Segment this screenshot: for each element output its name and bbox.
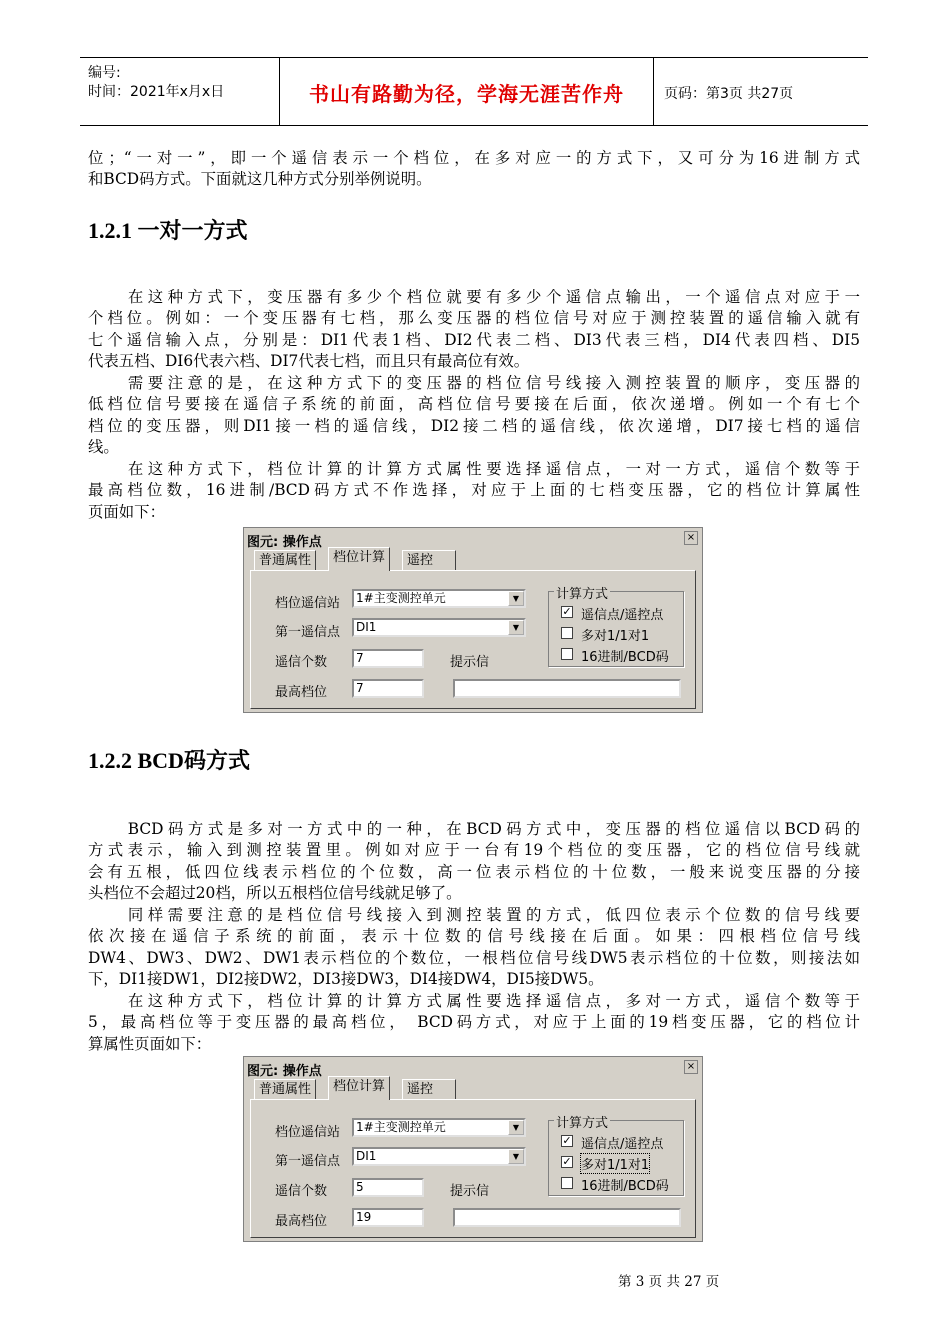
hint-label: 提示信 [450,1184,490,1199]
header-page-cell [654,58,868,125]
paragraph [88,373,860,459]
checkbox-many-to-one[interactable]: ✓ [562,1155,572,1168]
paragraph [88,459,860,523]
paragraph [88,991,860,1055]
count-label: 遥信个数 [275,655,328,670]
count-input[interactable]: 5 [352,1178,424,1197]
operation-point-dialog [243,1056,703,1242]
checkbox-hex-bcd[interactable] [561,648,573,660]
station-select[interactable] [352,1118,526,1137]
text-line: 最高档位数，16进制/BCD码方式不作选择，对应于上面的七档变压器，它的档位计算属性 [88,481,860,500]
tab-gear-calc[interactable]: 档位计算 [328,547,390,571]
hint-label: 提示信 [450,655,490,670]
text-line: 在这种方式下，档位计算的计算方式属性要选择遥信点，多对一方式，遥信个数等于 [88,992,860,1010]
station-select[interactable] [352,589,526,608]
option-many-to-one[interactable]: 多对1/1对1 [581,1154,649,1173]
dialog-title: 图元: 操作点 [247,1064,322,1079]
text-line: 依次接在遥信子系统的前面，表示十位数的信号线接在后面。如果：四根档位信号线 [88,927,860,946]
text-line: 5，最高档位等于变压器的最高档位， BCD码方式，对应于上面的19档变压器，它的档位计 [88,1013,860,1032]
section-heading: 1.2.1 一对一方式 [88,218,248,243]
page-footer: 第 3 页 共 27 页 [618,1274,720,1290]
first-point-label: 第一遥信点 [275,625,341,640]
max-gear-input[interactable]: 7 [352,679,424,698]
close-icon[interactable]: × [684,1060,698,1074]
tab-remote-control[interactable]: 遥控 [402,1079,456,1100]
tab-general[interactable]: 普通属性 [254,550,316,571]
text-line: 低档位信号要接在遥信子系统的前面，高档位信号要接在后面，依次递增。例如一个有七个 [88,395,860,414]
operation-point-dialog [243,527,703,713]
hint-input[interactable] [453,1208,681,1227]
chevron-down-icon[interactable]: ▼ [508,620,524,635]
text-line: 同样需要注意的是档位信号线接入到测控装置的方式，低四位表示个位数的信号线要 [88,906,860,924]
first-point-label: 第一遥信点 [275,1154,341,1169]
max-gear-label: 最高档位 [275,685,328,700]
chevron-down-icon[interactable]: ▼ [508,1149,524,1164]
dialog-title: 图元: 操作点 [247,535,322,550]
text-line: 会有五根，低四位线表示档位的个位数，高一位表示档位的十位数，一般来说变压器的分接 [88,862,860,881]
text-line: 档位的变压器，则DI1接一档的遥信线，DI2接二档的遥信线，依次递增，DI7接七档的遥信 [88,416,860,435]
text-line: 位；“一对一”，即一个遥信表示一个档位，在多对应一的方式下，又可分为16进制方式 [88,149,860,167]
tab-remote-control[interactable]: 遥控 [402,550,456,571]
option-signal-point[interactable]: 遥信点/遥控点 [581,1137,664,1152]
calc-method-label: 计算方式 [554,1112,610,1131]
page-header [80,57,868,126]
close-icon[interactable]: × [684,531,698,545]
checkbox-hex-bcd[interactable] [561,1177,573,1189]
header-motto-cell [280,58,654,125]
text-line: 头档位不会超过20档，所以五根档位信号线就足够了。 [88,884,462,903]
text-line: 个档位。例如：一个变压器有七档，那么变压器的档位信号对应于测控装置的遥信输入就有 [88,309,860,328]
text-line: 算属性页面如下： [88,1034,212,1053]
chevron-down-icon[interactable]: ▼ [508,591,524,606]
text-line: 和BCD码方式。下面就这几种方式分别举例说明。 [88,170,432,189]
text-line: 代表五档、DI6代表六档、DI7代表七档，而且只有最高位有效。 [88,352,530,371]
station-value: 1#主变测控单元 [356,591,446,605]
calc-method-label: 计算方式 [554,583,610,602]
tab-general[interactable]: 普通属性 [254,1079,316,1100]
hint-input[interactable] [453,679,681,698]
station-value: 1#主变测控单元 [356,1120,446,1134]
text-line: 在这种方式下，档位计算的计算方式属性要选择遥信点，一对一方式，遥信个数等于 [88,460,860,478]
text-line: 七个遥信输入点，分别是：DI1代表1档、DI2代表二档、DI3代表三档，DI4代表四档、DI5 [88,330,860,349]
option-hex-bcd[interactable]: 16进制/BCD码 [581,650,669,665]
count-input[interactable]: 7 [352,649,424,668]
text-line: 在这种方式下，变压器有多少个档位就要有多少个遥信点输出，一个遥信点对应于一 [88,288,860,306]
station-label: 档位遥信站 [275,596,341,611]
time-label: 时间：2021年x月x日 [88,84,225,100]
max-gear-input[interactable]: 19 [352,1208,424,1227]
header-info-cell [80,58,280,125]
checkbox-signal-point[interactable]: ✓ [562,1134,572,1147]
text-line: 方式表示，输入到测控装置里。例如对应于一台有19个档位的变压器，它的档位信号线就 [88,841,860,860]
tab-gear-calc[interactable]: 档位计算 [328,1076,390,1100]
chevron-down-icon[interactable]: ▼ [508,1120,524,1135]
option-signal-point[interactable]: 遥信点/遥控点 [581,608,664,623]
paragraph [88,819,860,905]
option-many-to-one[interactable]: 多对1/1对1 [581,629,650,644]
text-line: 需要注意的是，在这种方式下的变压器的档位信号线接入测控装置的顺序，变压器的 [88,374,860,392]
text-line: BCD码方式是多对一方式中的一种，在BCD码方式中，变压器的档位遥信以BCD码的 [88,820,860,838]
intro-paragraph [88,148,860,191]
checkbox-signal-point[interactable]: ✓ [562,605,572,618]
text-line: 页面如下： [88,502,165,521]
page-label: 页码：第3页 共27页 [664,86,794,102]
text-line: 线。 [88,438,119,457]
text-line: DW4、DW3、DW2、DW1表示档位的个数位，一根档位信号线DW5表示档位的十位数，则接法如 [88,948,860,967]
paragraph [88,905,860,991]
text-line: 下，DI1接DW1，DI2接DW2，DI3接DW3，DI4接DW4，DI5接DW5。 [88,970,604,989]
max-gear-label: 最高档位 [275,1214,328,1229]
station-label: 档位遥信站 [275,1125,341,1140]
count-label: 遥信个数 [275,1184,328,1199]
number-label: 编号: [88,65,121,81]
first-point-select[interactable] [352,618,526,637]
first-point-value: DI1 [356,1149,377,1163]
section-heading: 1.2.2 BCD码方式 [88,748,250,773]
checkbox-many-to-one[interactable] [561,627,573,639]
motto: 书山有路勤为径，学海无涯苦作舟 [309,82,624,106]
option-hex-bcd[interactable]: 16进制/BCD码 [581,1179,669,1194]
paragraph [88,287,860,373]
first-point-value: DI1 [356,620,377,634]
first-point-select[interactable] [352,1147,526,1166]
